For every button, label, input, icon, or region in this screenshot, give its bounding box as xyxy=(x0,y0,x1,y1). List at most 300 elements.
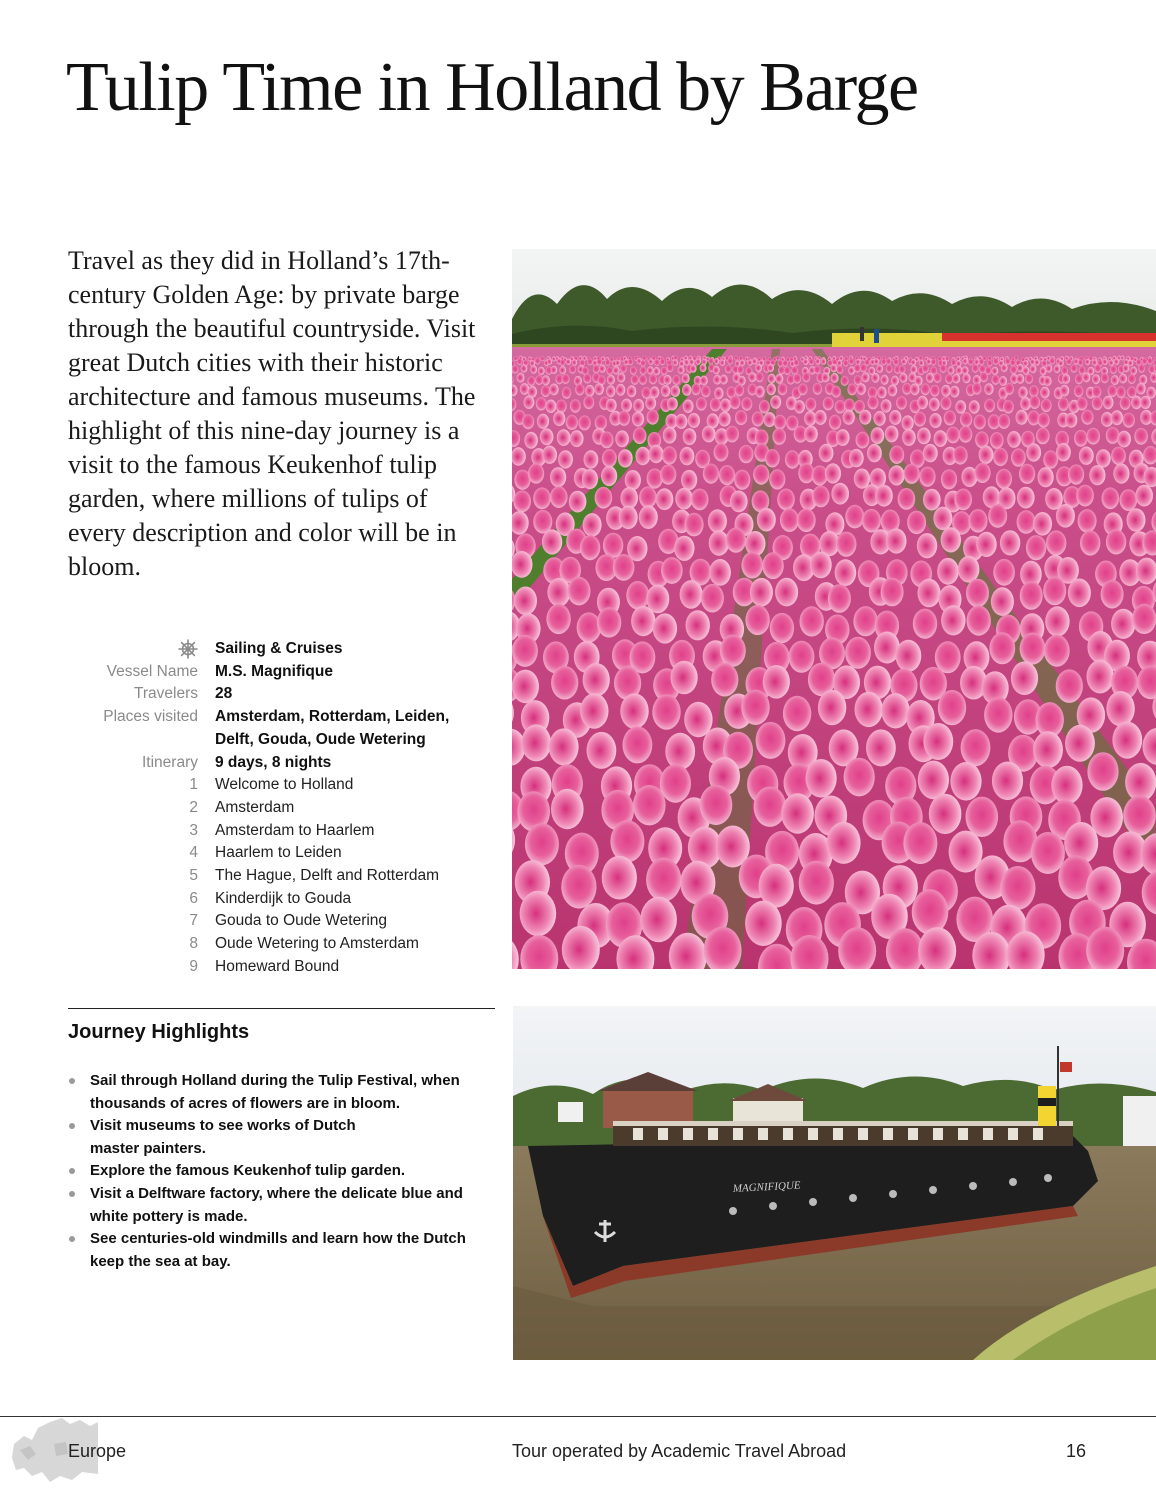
itinerary-day xyxy=(68,774,498,797)
tulip-bloom xyxy=(1040,387,1049,399)
tulip-bloom xyxy=(756,722,786,759)
tulip-bloom xyxy=(831,386,840,398)
tulip-bloom xyxy=(919,360,924,367)
tulip-bloom xyxy=(959,426,973,443)
tulip-bloom xyxy=(993,358,998,365)
tulip-bloom xyxy=(610,820,644,862)
tulip-bloom xyxy=(1029,385,1038,397)
tulip-bloom xyxy=(1108,385,1117,397)
tulip-bloom xyxy=(1051,766,1082,805)
tulip-bloom xyxy=(742,397,753,410)
tulip-bloom xyxy=(929,413,941,428)
tulip-bloom xyxy=(948,366,955,374)
tulip-bloom xyxy=(1112,722,1142,759)
tulip-bloom xyxy=(691,489,709,511)
tulip-bloom xyxy=(979,359,984,366)
tulip-bloom xyxy=(821,358,826,365)
tulip-bloom xyxy=(667,397,678,410)
tulip-bloom xyxy=(881,359,886,366)
tulip-bloom xyxy=(675,414,687,429)
page-title: Tulip Time in Holland by Barge xyxy=(66,49,918,126)
tulip-bloom xyxy=(1079,447,1094,465)
tulip-bloom xyxy=(1092,374,1100,384)
tulip-bloom xyxy=(855,359,860,366)
itinerary-value: 9 days, 8 nights xyxy=(215,753,332,771)
tulip-bloom xyxy=(946,427,960,444)
tulip-bloom xyxy=(802,372,810,382)
tulip-bloom xyxy=(718,412,730,427)
tulip-bloom xyxy=(663,427,677,444)
vessel-label: Vessel Name xyxy=(106,662,198,680)
travelers-label: Travelers xyxy=(133,685,198,703)
tulip-bloom xyxy=(804,426,818,443)
tulip-bloom xyxy=(929,398,940,411)
tulip-bloom xyxy=(899,365,906,373)
tulip-bloom xyxy=(984,383,993,395)
tulip-bloom xyxy=(763,412,775,427)
tulip-bloom xyxy=(514,587,537,616)
tulip-bloom xyxy=(1078,360,1083,367)
tulip-bloom xyxy=(1046,364,1053,372)
tulip-bloom xyxy=(1123,364,1130,372)
tulip-bloom xyxy=(621,399,632,412)
tulip-bloom xyxy=(980,372,988,382)
tulip-bloom xyxy=(683,428,697,445)
itinerary-day xyxy=(68,910,498,933)
tulip-bloom xyxy=(606,385,615,397)
tulip-bloom xyxy=(753,465,769,485)
tulip-bloom xyxy=(595,487,613,509)
tulip-bloom xyxy=(734,356,738,361)
tulip-bloom xyxy=(535,358,540,365)
tulip-bloom xyxy=(856,432,870,449)
tulip-bloom xyxy=(889,446,904,464)
tulip-bloom xyxy=(770,395,781,408)
tulip-bloom xyxy=(560,359,565,366)
tulip-bloom xyxy=(606,367,613,375)
category-value: Sailing & Cruises xyxy=(215,640,343,657)
tulip-bloom xyxy=(798,383,807,395)
tulip-bloom xyxy=(963,358,968,365)
tulip-bloom xyxy=(527,376,535,386)
tulip-bloom xyxy=(1066,359,1071,366)
tulip-bloom xyxy=(606,399,617,412)
tulip-bloom xyxy=(1007,431,1021,448)
tulip-bloom xyxy=(524,396,535,409)
tulip-bloom xyxy=(755,364,762,372)
tulip-bloom xyxy=(720,635,746,667)
tulip-bloom xyxy=(1043,450,1058,468)
tulip-bloom xyxy=(645,396,656,409)
tulip-bloom xyxy=(836,366,843,374)
tulip-bloom xyxy=(1020,581,1043,610)
tulip-bloom xyxy=(1017,487,1035,509)
itinerary-label: Itinerary xyxy=(142,753,198,771)
tulip-bloom xyxy=(1111,375,1119,385)
tulip-bloom xyxy=(1086,428,1100,445)
tulip-bloom xyxy=(823,397,834,410)
tulip-bloom xyxy=(1074,385,1083,397)
tulip-bloom xyxy=(990,432,1004,449)
tulip-bloom xyxy=(845,637,871,669)
itinerary-day xyxy=(68,956,498,979)
tulip-bloom xyxy=(845,505,864,529)
tulip-bloom xyxy=(913,609,937,639)
tulip-bloom xyxy=(843,360,848,367)
tulip-bloom xyxy=(1038,413,1050,428)
tulip-bloom xyxy=(689,359,694,366)
tulip-bloom xyxy=(849,358,854,365)
tulip-bloom xyxy=(662,446,677,464)
tulip-bloom xyxy=(642,356,646,361)
tulip-bloom xyxy=(735,410,747,425)
tulip-bloom xyxy=(926,373,934,383)
tulip-bloom xyxy=(741,690,769,725)
tulip-bloom xyxy=(953,446,968,464)
tulip-bloom xyxy=(595,383,604,395)
tulip-bloom xyxy=(754,787,787,827)
tulip-bloom xyxy=(837,360,842,367)
tulip-bloom xyxy=(1089,465,1105,485)
tulip-bloom xyxy=(703,464,719,484)
tulip-bloom xyxy=(812,486,830,508)
vessel-value: M.S. Magnifique xyxy=(215,662,333,680)
tulip-bloom xyxy=(1080,530,1100,555)
tulip-bloom xyxy=(759,400,770,413)
tulip-bloom xyxy=(1128,360,1133,367)
tulip-bloom xyxy=(1123,413,1135,428)
tulip-bloom xyxy=(652,694,680,729)
tulip-bloom xyxy=(660,359,665,366)
tulip-bloom xyxy=(999,376,1007,386)
tulip-bloom xyxy=(923,444,938,462)
tulip-bloom xyxy=(549,728,579,765)
tulip-bloom xyxy=(533,487,551,509)
tulip-bloom xyxy=(854,364,861,372)
itinerary-day xyxy=(68,865,498,888)
tulip-bloom xyxy=(633,427,647,444)
tulip-bloom xyxy=(1044,376,1052,386)
tulip-bloom xyxy=(756,372,764,382)
tulip-bloom xyxy=(1031,832,1065,874)
tulip-bloom xyxy=(1106,529,1126,554)
tulip-bloom xyxy=(814,366,821,374)
tulip-bloom xyxy=(631,375,639,385)
tulip-bloom xyxy=(918,761,949,800)
tulip-bloom xyxy=(1010,360,1015,367)
tulip-bloom xyxy=(881,375,889,385)
day-number: 3 xyxy=(189,821,198,839)
tulip-bloom xyxy=(1102,487,1120,509)
tulip-bloom xyxy=(941,605,965,635)
tulip-bloom xyxy=(835,400,846,413)
tulip-bloom xyxy=(1074,430,1088,447)
tulip-bloom xyxy=(810,552,832,579)
tulip-bloom xyxy=(1068,464,1084,484)
tulip-bloom xyxy=(654,359,659,366)
tulip-bloom xyxy=(1043,577,1066,606)
tulip-bloom xyxy=(517,373,525,383)
tulip-bloom xyxy=(886,358,891,365)
highlight-item: Visit a Delftware factory, where the delicate blue and white pottery is made. xyxy=(68,1183,493,1228)
tulip-bloom xyxy=(1018,387,1027,399)
tulip-bloom xyxy=(584,450,599,468)
tulip-bloom xyxy=(1029,396,1040,409)
tulip-bloom xyxy=(513,490,531,512)
day-number: 4 xyxy=(189,844,198,862)
tulip-bloom xyxy=(1030,365,1037,373)
tulip-bloom xyxy=(517,359,522,366)
day-title: The Hague, Delft and Rotterdam xyxy=(215,867,440,885)
tulip-bloom xyxy=(898,488,916,510)
tulip-bloom xyxy=(603,533,623,558)
tulip-bloom xyxy=(855,692,883,727)
tulip-bloom xyxy=(640,367,647,375)
tulip-bloom xyxy=(631,606,655,636)
tulip-bloom xyxy=(675,488,693,510)
tulip-bloom xyxy=(688,413,700,428)
tulip-bloom xyxy=(649,374,657,384)
tulip-bloom xyxy=(1058,360,1063,367)
tulip-bloom xyxy=(1120,397,1131,410)
tulip-bloom xyxy=(806,759,837,798)
tulip-bloom xyxy=(931,359,936,366)
tulip-bloom xyxy=(569,365,576,373)
tulip-bloom xyxy=(647,366,654,374)
day-number: 9 xyxy=(189,957,198,975)
tulip-bloom xyxy=(700,785,733,825)
tulip-bloom xyxy=(520,891,557,936)
tulip-bloom xyxy=(587,732,617,769)
tulip-bloom xyxy=(921,383,930,395)
tulip-bloom xyxy=(1106,691,1134,726)
tulip-bloom xyxy=(929,794,962,834)
highlight-item: See centuries-old windmills and learn how the Dutch keep the sea at bay. xyxy=(68,1228,493,1273)
tulip-bloom xyxy=(752,358,757,365)
tulip-bloom xyxy=(625,470,641,490)
tulip-bloom xyxy=(664,375,672,385)
tulip-bloom xyxy=(917,428,931,445)
tulip-bloom xyxy=(546,604,570,634)
tulip-bloom xyxy=(910,383,919,395)
tulip-bloom xyxy=(551,789,584,829)
tulip-bloom xyxy=(1005,358,1010,365)
tulip-bloom xyxy=(992,762,1023,801)
tulip-bloom xyxy=(730,491,748,513)
tulip-bloom xyxy=(595,415,607,430)
tulip-bloom xyxy=(857,383,866,395)
tulip-bloom xyxy=(768,374,776,384)
tulip-bloom xyxy=(640,897,677,942)
tulip-bloom xyxy=(885,426,899,443)
tulip-bloom xyxy=(1000,866,1035,910)
tulip-bloom xyxy=(934,430,948,447)
tulip-bloom xyxy=(1026,535,1046,560)
tulip-bloom xyxy=(748,372,756,382)
tulip-bloom xyxy=(966,797,999,837)
tulip-bloom xyxy=(769,469,785,489)
tulip-bloom xyxy=(989,632,1015,664)
tulip-bloom xyxy=(674,536,694,561)
tulip-bloom xyxy=(803,359,808,366)
travelers-row xyxy=(68,683,498,706)
tulip-bloom xyxy=(685,513,704,537)
tulip-bloom xyxy=(1040,367,1047,375)
tulip-bloom xyxy=(893,359,898,366)
tulip-bloom xyxy=(656,488,674,510)
tulip-bloom xyxy=(827,822,861,864)
tulip-bloom xyxy=(993,448,1008,466)
tulip-bloom xyxy=(735,385,744,397)
tulip-bloom xyxy=(918,579,941,608)
tulip-bloom xyxy=(867,444,882,462)
tulip-bloom xyxy=(1058,398,1069,411)
day-title: Oude Wetering to Amsterdam xyxy=(215,935,419,953)
tulip-bloom xyxy=(968,359,973,366)
tulip-bloom xyxy=(711,663,738,697)
tulip-bloom xyxy=(1111,410,1123,425)
tulip-bloom xyxy=(902,415,914,430)
tulip-bloom xyxy=(720,375,728,385)
tulip-bloom xyxy=(714,387,723,399)
tulip-bloom xyxy=(1005,383,1014,395)
tulip-bloom xyxy=(597,359,602,366)
tulip-bloom xyxy=(1140,396,1151,409)
tulip-bloom xyxy=(993,559,1015,586)
tulip-bloom xyxy=(794,400,805,413)
tulip-bloom xyxy=(605,359,610,366)
tulip-bloom xyxy=(896,396,907,409)
tulip-bloom xyxy=(661,557,683,584)
bullet-icon xyxy=(69,1168,75,1174)
day-number: 5 xyxy=(189,867,198,885)
tulip-bloom xyxy=(1119,374,1127,384)
tulip-bloom xyxy=(992,367,999,375)
itinerary-day xyxy=(68,797,498,820)
tulip-bloom xyxy=(901,358,906,365)
tulip-bloom xyxy=(714,358,719,365)
tulip-bloom xyxy=(954,489,972,511)
tulip-bloom xyxy=(738,376,746,386)
tulip-bloom xyxy=(1038,467,1054,487)
tulip-bloom xyxy=(958,556,980,583)
tulip-bloom xyxy=(911,359,916,366)
tulip-bloom xyxy=(875,485,893,507)
tulip-bloom xyxy=(620,693,648,728)
tulip-bloom xyxy=(686,610,710,640)
tulip-bloom xyxy=(1128,374,1136,384)
tulip-bloom xyxy=(632,412,644,427)
tulip-bloom xyxy=(797,509,816,533)
tulip-bloom xyxy=(815,358,820,365)
tulip-bloom xyxy=(1109,360,1114,367)
tulip-bloom xyxy=(831,373,839,383)
tulip-bloom xyxy=(844,758,875,797)
tulip-bloom xyxy=(1045,606,1069,636)
tulip-bloom xyxy=(730,396,741,409)
tulip-bloom xyxy=(1110,366,1117,374)
tulip-bloom xyxy=(607,375,615,385)
tulip-bloom xyxy=(566,359,571,366)
tulip-bloom xyxy=(683,400,694,413)
bullet-icon xyxy=(69,1078,75,1084)
tulip-bloom xyxy=(633,785,666,825)
tulip-bloom xyxy=(734,470,750,490)
tulip-bloom xyxy=(849,449,864,467)
tulip-bloom xyxy=(899,373,907,383)
tulip-bloom xyxy=(1096,449,1111,467)
tulip-bloom xyxy=(930,385,939,397)
tulip-bloom xyxy=(945,374,953,384)
tulip-bloom xyxy=(557,429,571,446)
tulip-bloom xyxy=(680,447,695,465)
tulip-bloom xyxy=(886,528,906,553)
tulip-bloom xyxy=(841,376,849,386)
tulip-bloom xyxy=(1142,358,1147,365)
tulip-bloom xyxy=(602,856,637,900)
tulip-bloom xyxy=(969,509,988,533)
tulip-bloom xyxy=(720,359,725,366)
tulip-bloom xyxy=(1016,374,1024,384)
tulip-bloom xyxy=(933,373,941,383)
tulip-bloom xyxy=(585,385,594,397)
tulip-bloom xyxy=(784,367,791,375)
tulip-bloom xyxy=(831,483,849,505)
tulip-bloom xyxy=(726,528,746,553)
tulip-bloom xyxy=(623,726,653,763)
tulip-bloom xyxy=(996,469,1012,489)
tulip-bloom xyxy=(877,387,886,399)
tulip-bloom xyxy=(822,372,830,382)
tulip-bloom xyxy=(633,399,644,412)
tulip-bloom xyxy=(1116,386,1125,398)
tulip-bloom xyxy=(1050,358,1055,365)
tulip-bloom xyxy=(956,366,963,374)
places-row-continued xyxy=(68,729,498,752)
tulip-bloom xyxy=(514,356,518,361)
day-title: Kinderdijk to Gouda xyxy=(215,889,352,907)
tulip-bloom xyxy=(938,690,966,725)
footer-operator: Tour operated by Academic Travel Abroad xyxy=(512,1441,847,1461)
tulip-bloom xyxy=(805,398,816,411)
tulip-bloom xyxy=(512,365,519,373)
tulip-bloom xyxy=(628,359,633,366)
tulip-bloom xyxy=(862,509,881,533)
tulip-bloom xyxy=(700,376,708,386)
tulip-bloom xyxy=(950,386,959,398)
tulip-bloom xyxy=(888,385,897,397)
tulip-bloom xyxy=(599,364,606,372)
category-row xyxy=(68,638,498,661)
tulip-bloom xyxy=(825,463,841,483)
tulip-bloom xyxy=(944,410,956,425)
tulip-bloom xyxy=(871,373,879,383)
day-title: Gouda to Oude Wetering xyxy=(215,912,388,930)
day-title: Amsterdam to Haarlem xyxy=(215,821,375,839)
tulip-bloom xyxy=(859,410,871,425)
tulip-bloom xyxy=(972,364,979,372)
tulip-bloom xyxy=(618,411,630,426)
tulip-bloom xyxy=(814,410,826,425)
places-label: Places visited xyxy=(103,708,198,726)
tulip-bloom xyxy=(1135,485,1153,507)
tulip-bloom xyxy=(951,360,956,367)
tulip-bloom xyxy=(1020,397,1031,410)
tulip-bloom xyxy=(558,450,573,468)
tulip-bloom xyxy=(671,385,680,397)
tulip-bloom xyxy=(575,384,584,396)
tulip-bloom xyxy=(775,578,798,607)
